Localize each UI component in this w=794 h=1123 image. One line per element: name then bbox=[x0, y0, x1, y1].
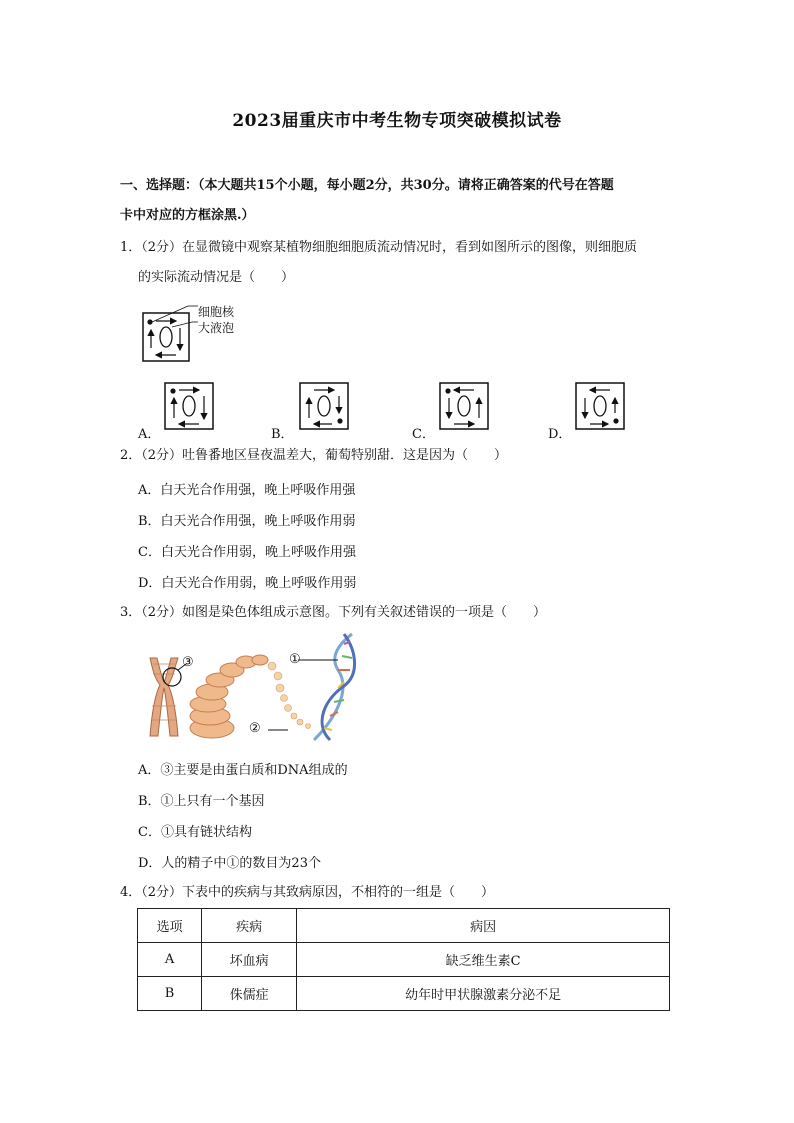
table-cell: B bbox=[138, 977, 202, 1011]
chromosome-shape bbox=[150, 658, 178, 736]
page-title: 2023届重庆市中考生物专项突破模拟试卷 bbox=[232, 111, 562, 131]
disease-table bbox=[137, 908, 670, 1011]
mark-3-label: ③ bbox=[182, 655, 194, 670]
nucleus-dot bbox=[147, 319, 152, 324]
q2-option-b[interactable]: B．白天光合作用强，晚上呼吸作用弱 bbox=[138, 514, 356, 529]
table-row bbox=[138, 977, 670, 1011]
q2-option-a[interactable]: A．白天光合作用强，晚上呼吸作用强 bbox=[138, 483, 356, 498]
q1-choice-a-figure[interactable] bbox=[163, 381, 217, 431]
table-row bbox=[138, 943, 670, 977]
table-cell: 缺乏维生素C bbox=[297, 943, 670, 977]
q1-stem-line2: 的实际流动情况是（ ） bbox=[138, 270, 295, 285]
q1-choice-b-figure[interactable] bbox=[298, 381, 352, 431]
section-heading-line2: 卡中对应的方框涂黑.） bbox=[120, 208, 255, 223]
q4-stem: 4．（2分）下表中的疾病与其致病原因，不相符的一组是（ ） bbox=[120, 885, 495, 900]
q1-choice-c-figure[interactable] bbox=[438, 381, 492, 431]
q1-choice-a-label[interactable]: A． bbox=[138, 427, 161, 442]
mark-2-label: ② bbox=[249, 721, 261, 736]
nucleosome-beads bbox=[268, 662, 311, 729]
table-header-row bbox=[138, 909, 670, 943]
table-cell: 侏儒症 bbox=[202, 977, 297, 1011]
table-cell: 坏血病 bbox=[202, 943, 297, 977]
q3-option-b[interactable]: B．①上只有一个基因 bbox=[138, 794, 265, 809]
table-header-cell: 疾病 bbox=[202, 909, 297, 943]
q1-choice-b-label[interactable]: B． bbox=[271, 427, 294, 442]
table-header-cell: 病因 bbox=[297, 909, 670, 943]
q2-option-c[interactable]: C．白天光合作用弱，晚上呼吸作用强 bbox=[138, 545, 356, 560]
q1-choice-d-figure[interactable] bbox=[574, 381, 628, 431]
section-heading-line1: 一、选择题：（本大题共15个小题，每小题2分，共30分。请将正确答案的代号在答题 bbox=[120, 178, 614, 193]
q3-option-d[interactable]: D．人的精子中①的数目为23个 bbox=[138, 856, 321, 871]
q3-option-c[interactable]: C．①具有链状结构 bbox=[138, 825, 252, 840]
q1-stem-line1: 1．（2分）在显微镜中观察某植物细胞细胞质流动情况时，看到如图所示的图像，则细胞质 bbox=[120, 240, 638, 255]
q3-stem: 3．（2分）如图是染色体组成示意图。下列有关叙述错误的一项是（ ） bbox=[120, 605, 547, 620]
label-vacuole: 大液泡 bbox=[198, 321, 235, 335]
q2-option-d[interactable]: D．白天光合作用弱，晚上呼吸作用弱 bbox=[138, 576, 357, 591]
q1-choice-d-label[interactable]: D． bbox=[548, 427, 572, 442]
q2-stem: 2．（2分）吐鲁番地区昼夜温差大，葡萄特别甜．这是因为（ ） bbox=[120, 448, 508, 463]
dna-helix bbox=[314, 634, 355, 740]
q3-option-a[interactable]: A．③主要是由蛋白质和DNA组成的 bbox=[138, 763, 348, 778]
table-header-cell: 选项 bbox=[138, 909, 202, 943]
table-cell: 幼年时甲状腺激素分泌不足 bbox=[297, 977, 670, 1011]
label-nucleus: 细胞核 bbox=[198, 305, 235, 319]
q1-choice-c-label[interactable]: C． bbox=[412, 427, 435, 442]
table-cell: A bbox=[138, 943, 202, 977]
dna-base-pairs bbox=[324, 642, 352, 730]
mark-1-label: ① bbox=[289, 652, 301, 667]
